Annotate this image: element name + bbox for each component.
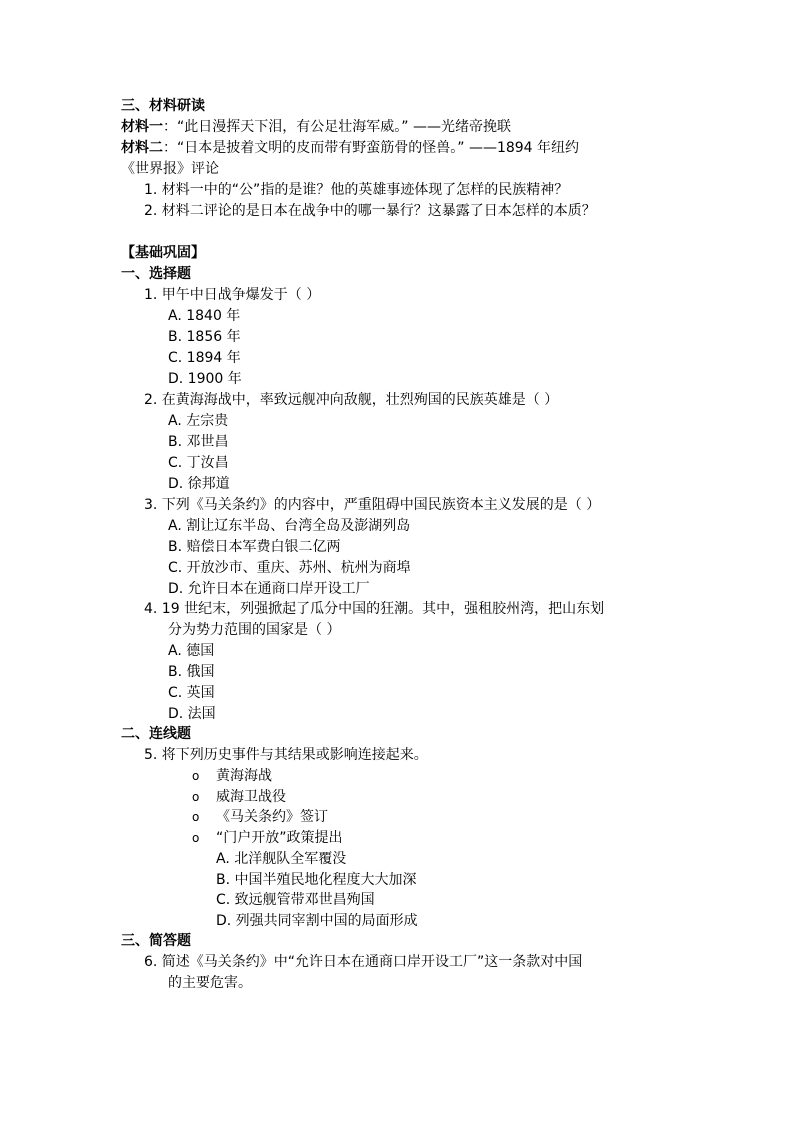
- material-one-text: “此日漫挥天下泪，有公足壮海军威。” ——光绪帝挽联: [177, 119, 511, 135]
- result-c: C. 致远舰管带邓世昌殉国: [216, 892, 375, 908]
- material-question-2: 2. 材料二评论的是日本在战争中的哪一暴行？这暴露了日本怎样的本质？: [144, 203, 596, 219]
- question-4-option-c: C. 英国: [168, 685, 215, 701]
- question-1-option-d: D. 1900 年: [168, 371, 242, 387]
- bullet-icon: o: [192, 790, 200, 804]
- question-4-option-b: B. 俄国: [168, 664, 215, 680]
- material-two-line: [121, 138, 579, 158]
- question-6-continuation: 的主要危害。: [168, 975, 252, 991]
- question-5: 5. 将下列历史事件与其结果或影响连接起来。: [144, 747, 428, 763]
- material-two-text: “日本是披着文明的皮而带有野蛮筋骨的怪兽。” ——1894 年纽约: [177, 140, 580, 156]
- result-d: D. 列强共同宰割中国的局面形成: [216, 913, 418, 929]
- result-b: B. 中国半殖民地化程度大大加深: [216, 872, 417, 888]
- section-title-choice: 一、选择题: [121, 266, 191, 282]
- event-3: 《马关条约》签订: [216, 809, 328, 825]
- material-one-colon: ：: [163, 119, 177, 135]
- question-6: 6. 简述《马关条约》中“允许日本在通商口岸开设工厂”这一条款对中国: [144, 954, 583, 970]
- material-one-label: 材料一: [121, 119, 163, 135]
- section-title-materials: 三、材料研读: [121, 98, 205, 114]
- question-1-option-a: A. 1840 年: [168, 308, 241, 324]
- event-2: 威海卫战役: [216, 789, 286, 805]
- bullet-icon: o: [192, 810, 200, 824]
- question-4-option-a: A. 德国: [168, 643, 215, 659]
- material-one-line: [121, 117, 511, 137]
- bullet-icon: o: [192, 831, 200, 845]
- question-4-option-d: D. 法国: [168, 706, 216, 722]
- question-3-option-a: A. 割让辽东半岛、台湾全岛及澎湖列岛: [168, 518, 411, 534]
- question-1-option-b: B. 1856 年: [168, 329, 241, 345]
- question-3-option-b: B. 赔偿日本军费白银二亿两: [168, 539, 341, 555]
- question-3-option-c: C. 开放沙市、重庆、苏州、杭州为商埠: [168, 560, 411, 576]
- question-2-option-d: D. 徐邦道: [168, 476, 230, 492]
- question-2-option-c: C. 丁汝昌: [168, 455, 229, 471]
- material-two-colon: ：: [163, 140, 177, 156]
- question-2-option-a: A. 左宗贵: [168, 413, 229, 429]
- event-1: 黄海海战: [216, 768, 272, 784]
- material-two-continuation: 《世界报》评论: [121, 161, 219, 177]
- section-title-short-answer: 三、简答题: [121, 933, 191, 949]
- question-1-option-c: C. 1894 年: [168, 350, 241, 366]
- question-4-continuation: 分为势力范围的国家是（ ）: [168, 622, 341, 638]
- question-2-option-b: B. 邓世昌: [168, 434, 229, 450]
- material-question-1: 1. 材料一中的“公”指的是谁？他的英雄事迹体现了怎样的民族精神？: [144, 182, 569, 198]
- result-a: A. 北洋舰队全军覆没: [216, 851, 347, 867]
- bullet-icon: o: [192, 769, 200, 783]
- section-title-matching: 二、连线题: [121, 726, 191, 742]
- question-3: 3. 下列《马关条约》的内容中，严重阻碍中国民族资本主义发展的是（ ）: [144, 497, 601, 513]
- event-4: “门户开放”政策提出: [216, 830, 343, 846]
- material-two-label: 材料二: [121, 140, 163, 156]
- question-2: 2. 在黄海海战中，率致远舰冲向敌舰，壮烈殉国的民族英雄是（ ）: [144, 392, 559, 408]
- question-1: 1. 甲午中日战争爆发于（ ）: [144, 287, 321, 303]
- question-3-option-d: D. 允许日本在通商口岸开设工厂: [168, 581, 370, 597]
- question-4: 4. 19 世纪末，列强掀起了瓜分中国的狂潮。其中，强租胶州湾，把山东划: [144, 601, 605, 617]
- basic-consolidation-heading: 【基础巩固】: [121, 245, 205, 261]
